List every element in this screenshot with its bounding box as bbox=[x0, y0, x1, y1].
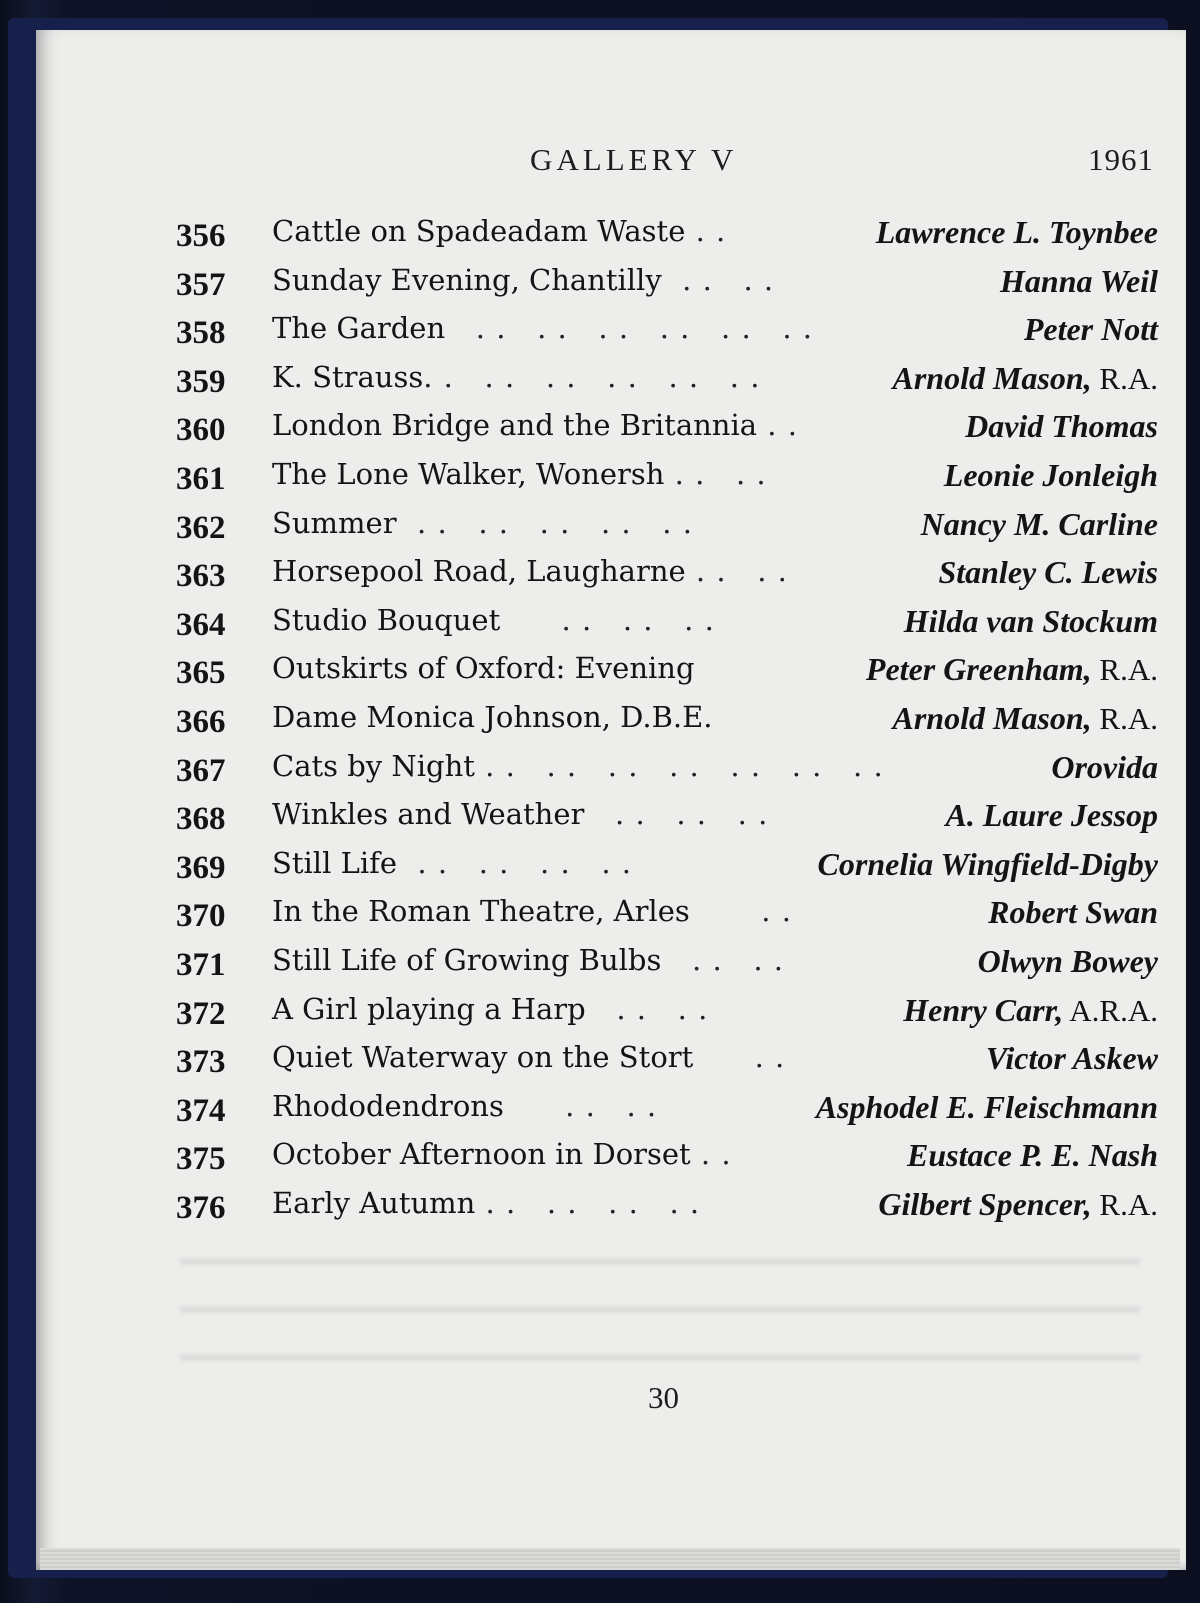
artist-name: Henry Carr, bbox=[903, 991, 1064, 1028]
entry-number: 367 bbox=[176, 752, 226, 789]
entry-title bbox=[272, 894, 792, 928]
artist-name: Arnold Mason, bbox=[892, 359, 1092, 396]
dot-leaders: . . . . bbox=[661, 262, 775, 297]
catalogue-entry bbox=[176, 943, 1158, 992]
entry-artist bbox=[965, 408, 1158, 445]
entry-artist bbox=[818, 846, 1158, 883]
catalogue-entry bbox=[176, 846, 1158, 895]
entry-number: 368 bbox=[176, 801, 226, 838]
dot-leaders: . . . . . . . . bbox=[475, 1185, 701, 1220]
artist-name: Eustace P. E. Nash bbox=[906, 1137, 1158, 1174]
entry-artist bbox=[907, 1137, 1158, 1174]
catalogue-entry bbox=[176, 263, 1158, 312]
entry-title-text: Cattle on Spadeadam Waste bbox=[272, 214, 686, 248]
entry-number: 372 bbox=[176, 995, 226, 1032]
catalogue-entry bbox=[176, 408, 1158, 457]
catalogue-entry bbox=[176, 457, 1158, 506]
dot-leaders: . . . . . . . . . . . . bbox=[423, 359, 761, 394]
catalogue-entry bbox=[176, 651, 1158, 700]
entry-artist bbox=[1000, 263, 1158, 300]
catalogue-entry bbox=[176, 894, 1158, 943]
catalogue-entry bbox=[176, 700, 1158, 749]
entry-artist bbox=[944, 457, 1158, 494]
entry-title bbox=[272, 360, 760, 394]
artist-name: Arnold Mason, bbox=[892, 699, 1092, 736]
entry-title-text: London Bridge and the Britannia bbox=[272, 408, 758, 443]
artist-name: Hanna Weil bbox=[1000, 262, 1158, 299]
entry-number: 359 bbox=[176, 363, 226, 400]
artist-name: David Thomas bbox=[965, 408, 1158, 445]
artist-name: Asphodel E. Fleischmann bbox=[815, 1088, 1158, 1125]
entry-title-text: Studio Bouquet bbox=[272, 602, 501, 637]
artist-honour: R.A. bbox=[1091, 1186, 1158, 1222]
dot-leaders: . . . . . . . . bbox=[397, 845, 633, 880]
entry-title-text: Dame Monica Johnson, D.B.E. bbox=[272, 699, 713, 734]
artist-name: Gilbert Spencer, bbox=[878, 1185, 1092, 1222]
entry-artist bbox=[903, 992, 1158, 1029]
artist-name: Peter Nott bbox=[1023, 311, 1158, 348]
entry-title bbox=[272, 1186, 700, 1220]
entry-number: 356 bbox=[176, 218, 226, 254]
artist-name: Victor Askew bbox=[985, 1040, 1158, 1077]
dot-leaders: . . bbox=[689, 894, 792, 929]
entry-artist bbox=[1024, 311, 1158, 348]
entry-title bbox=[272, 311, 813, 345]
artist-name: Nancy M. Carline bbox=[920, 505, 1158, 542]
dot-leaders: . . . . bbox=[685, 554, 788, 589]
entry-number: 357 bbox=[176, 266, 226, 303]
entry-title bbox=[272, 749, 884, 783]
entry-number: 364 bbox=[176, 606, 226, 643]
entry-title-text: A Girl playing a Harp bbox=[272, 991, 586, 1026]
entry-title-text: The Garden bbox=[272, 311, 446, 346]
entry-title bbox=[272, 651, 695, 685]
dot-leaders: . . . . bbox=[661, 942, 785, 977]
artist-honour: A.R.A. bbox=[1063, 992, 1158, 1028]
catalogue-entry bbox=[176, 1089, 1158, 1138]
dot-leaders: . . . . bbox=[585, 991, 709, 1026]
show-through-text bbox=[180, 1240, 1140, 1380]
entry-number: 373 bbox=[176, 1044, 226, 1081]
entry-title-text: Quiet Waterway on the Stort bbox=[272, 1040, 694, 1075]
artist-name: A. Laure Jessop bbox=[945, 797, 1158, 834]
catalogue-entry bbox=[176, 992, 1158, 1041]
artist-name: Stanley C. Lewis bbox=[938, 554, 1158, 591]
entry-number: 369 bbox=[176, 849, 226, 886]
entry-number: 360 bbox=[176, 412, 226, 449]
catalogue-entry bbox=[176, 749, 1158, 798]
dot-leaders: . . . . . . bbox=[500, 602, 715, 637]
artist-name: Cornelia Wingfield-Digby bbox=[817, 845, 1158, 882]
entry-number: 365 bbox=[176, 655, 226, 692]
entry-artist bbox=[892, 360, 1158, 397]
artist-honour: R.A. bbox=[1091, 700, 1158, 736]
entry-artist bbox=[878, 1186, 1158, 1223]
entry-title bbox=[272, 214, 726, 248]
entry-title bbox=[272, 1040, 785, 1074]
entry-artist bbox=[866, 651, 1158, 688]
entry-title-text: Cats by Night bbox=[272, 748, 475, 783]
entry-title bbox=[272, 506, 693, 540]
artist-honour: R.A. bbox=[1091, 360, 1158, 396]
entry-number: 376 bbox=[176, 1189, 226, 1226]
entry-artist bbox=[904, 603, 1158, 640]
page-header bbox=[0, 142, 1200, 182]
entry-title-text: Horsepool Road, Laugharne bbox=[272, 554, 686, 589]
catalogue-entry bbox=[176, 554, 1158, 603]
entry-title bbox=[272, 263, 774, 297]
catalogue-entry bbox=[176, 1040, 1158, 1089]
entry-title bbox=[272, 943, 784, 977]
dot-leaders: . . bbox=[685, 214, 727, 248]
entry-title bbox=[272, 846, 632, 880]
entry-artist bbox=[946, 797, 1158, 834]
entry-number: 371 bbox=[176, 946, 226, 983]
page-number: 30 bbox=[648, 1380, 679, 1415]
entry-number: 366 bbox=[176, 703, 226, 740]
catalogue-entry bbox=[176, 311, 1158, 360]
gallery-title: GALLERY V bbox=[530, 142, 738, 177]
entry-artist bbox=[892, 700, 1158, 737]
catalogue-entry bbox=[176, 797, 1158, 846]
artist-name: Leonie Jonleigh bbox=[943, 456, 1158, 493]
entry-number: 361 bbox=[176, 460, 226, 497]
page-edges bbox=[40, 1548, 1180, 1570]
entry-number: 375 bbox=[176, 1141, 226, 1178]
entry-title-text: The Lone Walker, Wonersh bbox=[272, 456, 665, 491]
entry-artist bbox=[921, 506, 1158, 543]
entry-title-text: Early Autumn bbox=[272, 1185, 476, 1220]
entry-number: 358 bbox=[176, 315, 226, 352]
dot-leaders: . . bbox=[690, 1137, 732, 1172]
entry-number: 374 bbox=[176, 1092, 226, 1129]
entry-title-text: In the Roman Theatre, Arles bbox=[272, 894, 690, 929]
entry-number: 363 bbox=[176, 558, 226, 595]
catalogue-entries bbox=[176, 214, 1158, 1234]
entry-title-text: Summer bbox=[272, 505, 397, 540]
dot-leaders: . . bbox=[693, 1040, 786, 1075]
artist-name: Olwyn Bowey bbox=[977, 942, 1158, 979]
catalogue-year: 1961 bbox=[1088, 142, 1154, 177]
entry-number: 370 bbox=[176, 898, 226, 935]
entry-artist bbox=[938, 554, 1158, 591]
dot-leaders: . . . . . . . . . . . . . . bbox=[474, 748, 884, 783]
entry-artist bbox=[816, 1089, 1158, 1126]
entry-title bbox=[272, 700, 713, 734]
entry-title bbox=[272, 797, 768, 831]
entry-artist bbox=[978, 943, 1158, 980]
catalogue-entry bbox=[176, 1186, 1158, 1235]
entry-number: 362 bbox=[176, 509, 226, 546]
artist-honour: R.A. bbox=[1091, 652, 1158, 688]
entry-title-text: Winkles and Weather bbox=[272, 797, 585, 832]
entry-title bbox=[272, 457, 767, 491]
dot-leaders: . . bbox=[757, 408, 798, 443]
catalogue-entry bbox=[176, 506, 1158, 555]
entry-title-text: Sunday Evening, Chantilly bbox=[272, 262, 662, 297]
artist-name: Peter Greenham, bbox=[865, 651, 1092, 688]
entry-title-text: K. Strauss bbox=[272, 359, 424, 394]
entry-artist bbox=[876, 214, 1158, 251]
entry-title-text: October Afternoon in Dorset bbox=[272, 1137, 691, 1172]
artist-name: Orovida bbox=[1051, 748, 1158, 785]
dot-leaders: . . . . bbox=[503, 1088, 658, 1123]
entry-artist bbox=[986, 1040, 1158, 1077]
entry-title-text: Outskirts of Oxford: Evening bbox=[272, 651, 695, 686]
entry-title bbox=[272, 1137, 732, 1171]
artist-name: Lawrence L. Toynbee bbox=[875, 214, 1158, 250]
entry-title bbox=[272, 992, 708, 1026]
entry-title bbox=[272, 408, 798, 442]
entry-title-text: Still Life bbox=[272, 845, 397, 880]
entry-title bbox=[272, 603, 715, 637]
entry-title-text: Still Life of Growing Bulbs bbox=[272, 942, 662, 977]
catalogue-entry bbox=[176, 214, 1158, 263]
entry-title bbox=[272, 554, 788, 588]
dot-leaders: . . . . bbox=[664, 456, 767, 491]
catalogue-entry bbox=[176, 360, 1158, 409]
catalogue-entry bbox=[176, 603, 1158, 652]
entry-artist bbox=[988, 894, 1158, 931]
dot-leaders: . . . . . . . . . . bbox=[396, 505, 693, 540]
dot-leaders: . . . . . . . . . . . . bbox=[445, 311, 813, 346]
entry-artist bbox=[1051, 749, 1158, 786]
dot-leaders: . . . . . . bbox=[584, 797, 769, 832]
catalogue-entry bbox=[176, 1137, 1158, 1186]
entry-title bbox=[272, 1089, 657, 1123]
artist-name: Hilda van Stockum bbox=[903, 602, 1158, 639]
entry-title-text: Rhododendrons bbox=[272, 1088, 504, 1123]
artist-name: Robert Swan bbox=[988, 894, 1158, 931]
